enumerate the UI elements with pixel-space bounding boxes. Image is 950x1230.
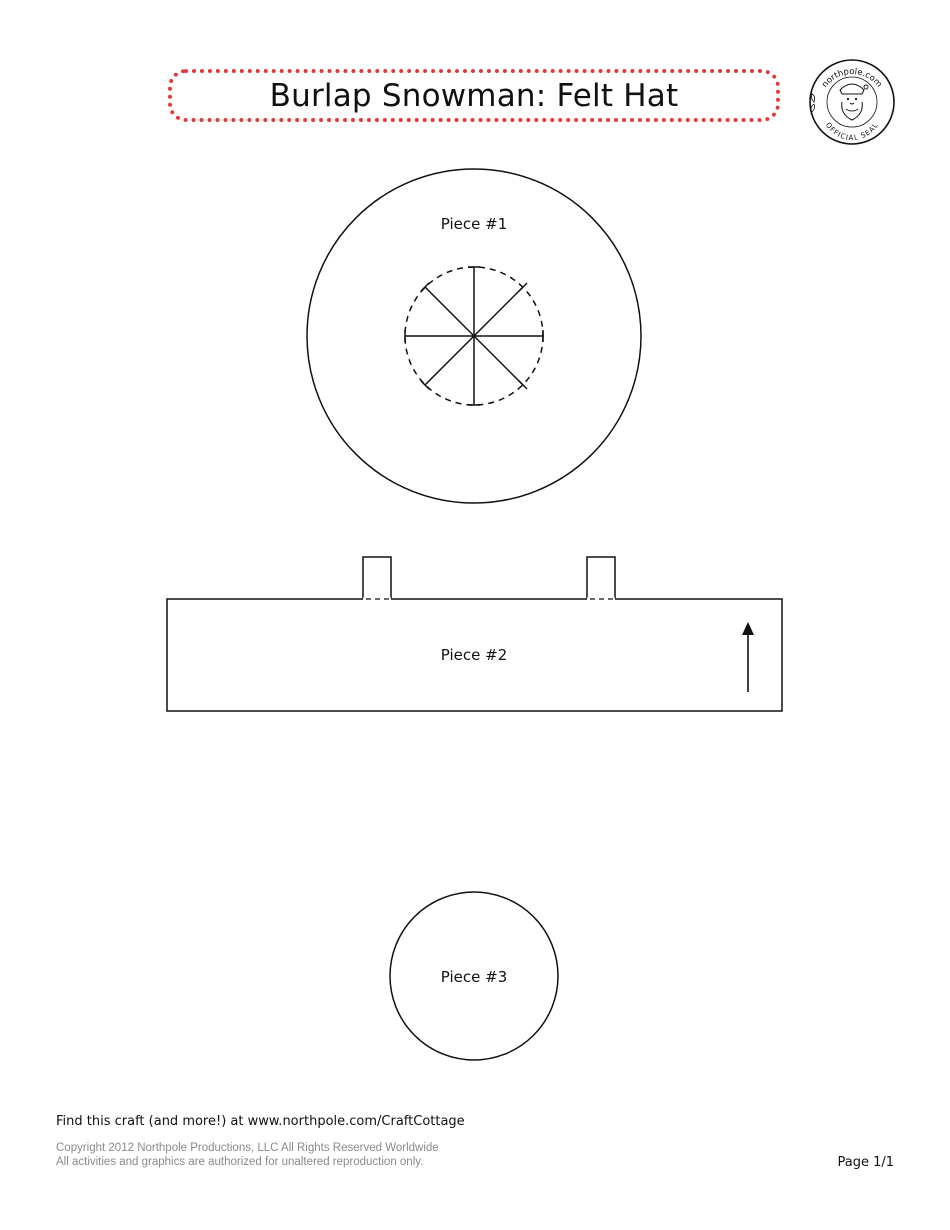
svg-text:northpole.com: northpole.com: [820, 66, 884, 90]
copyright-notice: [56, 1141, 439, 1169]
piece-1-label: Piece #1: [440, 215, 508, 233]
svg-text:OFFICIAL SEAL: OFFICIAL SEAL: [823, 121, 881, 143]
piece-1: [307, 169, 641, 503]
page-number: Page 1/1: [837, 1155, 894, 1170]
footer-link[interactable]: Find this craft (and more!) at www.northpole.com/CraftCottage: [56, 1114, 465, 1129]
page-title: Burlap Snowman: Felt Hat: [269, 77, 679, 114]
piece-3-label: Piece #3: [440, 968, 508, 986]
piece-2-label: Piece #2: [440, 646, 508, 664]
piece-2: [167, 557, 782, 711]
piece-1-cut-lines: [405, 267, 543, 405]
copyright-line-1: Copyright 2012 Northpole Productions, LLC All Rights Reserved Worldwide: [56, 1142, 439, 1154]
piece-3: [390, 892, 558, 1060]
copyright-line-2: All activities and graphics are authorized for unaltered reproduction only.: [56, 1156, 424, 1168]
arrow-up-icon: [742, 622, 754, 635]
piece-2-outline: [167, 557, 782, 711]
